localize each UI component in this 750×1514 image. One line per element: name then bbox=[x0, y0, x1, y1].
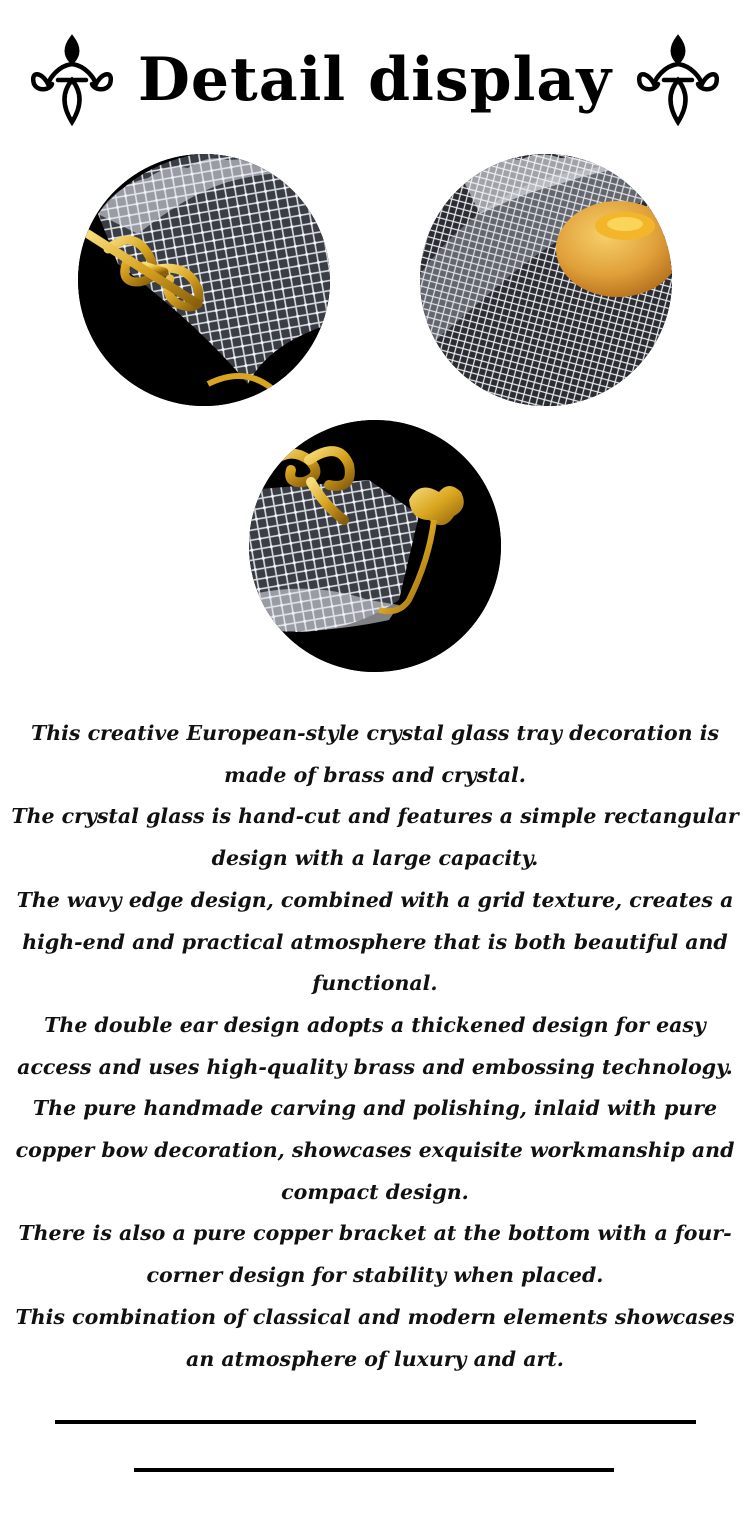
detail-photo-grid-texture bbox=[420, 154, 672, 406]
description-paragraph: The crystal glass is hand-cut and features a simple rectangular design with a large capacity. bbox=[11, 804, 739, 871]
divider-long bbox=[55, 1420, 696, 1424]
detail-photo-bow-handle bbox=[78, 154, 330, 406]
detail-photo-leaf-bracket bbox=[249, 420, 501, 672]
fleur-de-lis-icon bbox=[28, 32, 116, 128]
description-paragraph: The double ear design adopts a thickened design for easy access and uses high-quality brass and embossing technology. bbox=[17, 1012, 733, 1079]
description-paragraph: There is also a pure copper bracket at the bottom with a four-corner design for stability when placed. bbox=[18, 1221, 732, 1288]
description-paragraph: This creative European-style crystal glass tray decoration is made of brass and crystal. bbox=[30, 721, 720, 787]
page-title: Detail display bbox=[137, 45, 613, 115]
description-paragraph: The wavy edge design, combined with a grid texture, creates a high-end and practical atmosphere that is both beautiful and functional. bbox=[16, 887, 734, 996]
description-text bbox=[0, 713, 750, 1380]
description-paragraph: This combination of classical and modern elements showcases an atmosphere of luxury and art. bbox=[15, 1304, 735, 1371]
page-header bbox=[0, 30, 750, 130]
fleur-de-lis-icon bbox=[634, 32, 722, 128]
description-paragraph: The pure handmade carving and polishing, inlaid with pure copper bow decoration, showcases exquisite workmanship and compact design. bbox=[15, 1096, 735, 1204]
divider-short bbox=[134, 1468, 614, 1472]
